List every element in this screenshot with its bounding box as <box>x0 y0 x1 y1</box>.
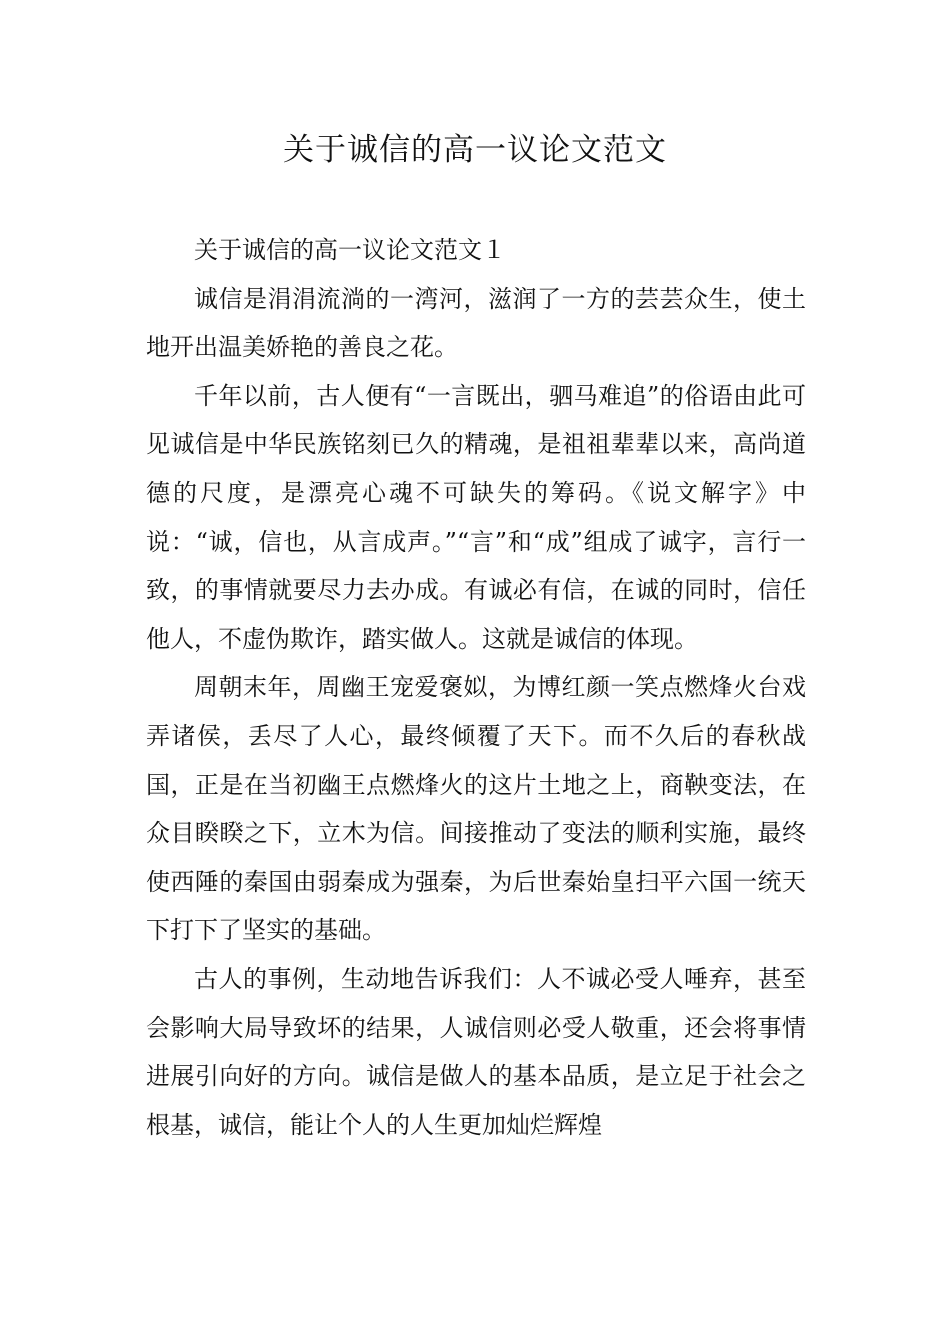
paragraph-2: 千年以前，古人便有“一言既出，驷马难追”的俗语由此可见诚信是中华民族铭刻已久的精魂，是祖祖辈辈以来，高尚道德的尺度，是漂亮心魂不可缺失的筹码。《说文解字》中说：“诚，信也，从言成声。”“言”和“成”组成了诚字，言行一致，的事情就要尽力去办成。有诚必有信，在诚的同时，信任他人，不虚伪欺诈，踏实做人。这就是诚信的体现。 <box>146 381 806 653</box>
document-title: 关于诚信的高一议论文范文 <box>283 132 667 168</box>
paragraph-3: 周朝末年，周幽王宠爱褒姒，为博红颜一笑点燃烽火台戏弄诸侯，丢尽了人心，最终倾覆了天下。而不久后的春秋战国，正是在当初幽王点燃烽火的这片土地之上，商鞅变法，在众目睽睽之下，立木为信。间接推动了变法的顺利实施，最终使西陲的秦国由弱秦成为强秦，为后世秦始皇扫平六国一统天下打下了坚实的基础。 <box>146 673 806 945</box>
document-body <box>146 226 806 1149</box>
paragraph-1: 诚信是涓涓流淌的一湾河，滋润了一方的芸芸众生，使土地开出温美娇艳的善良之花。 <box>146 284 806 362</box>
paragraph-subtitle: 关于诚信的高一议论文范文１ <box>194 236 506 264</box>
paragraph-4: 古人的事例，生动地告诉我们：人不诚必受人唾弃，甚至会影响大局导致坏的结果，人诚信则必受人敬重，还会将事情进展引向好的方向。诚信是做人的基本品质，是立足于社会之根基，诚信，能让个人的人生更加灿烂辉煌 <box>146 964 806 1139</box>
